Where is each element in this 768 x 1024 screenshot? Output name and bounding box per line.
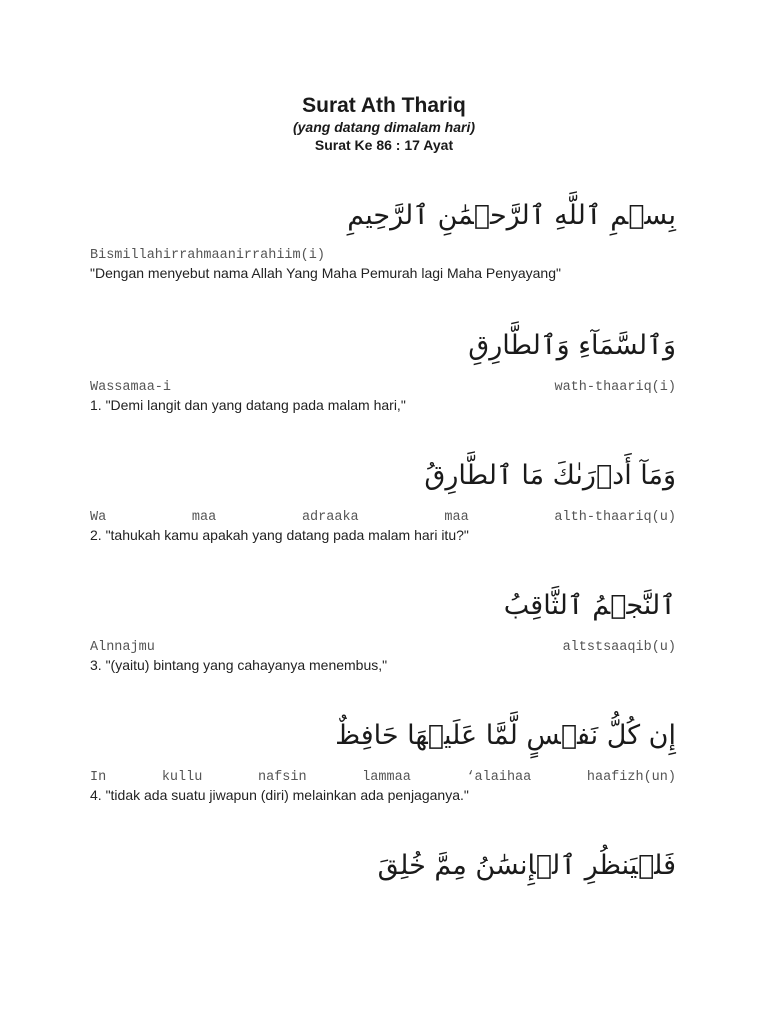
translation: "Dengan menyebut nama Allah Yang Maha Pemurah lagi Maha Penyayang" <box>90 265 561 281</box>
translit-word: altstsaaqib(u) <box>562 640 676 655</box>
ayah-block-1 <box>90 326 676 414</box>
ayah-block-basmalah <box>90 196 676 282</box>
translit-word: Wassamaa-i <box>90 380 172 395</box>
document-header <box>0 92 768 154</box>
translation: 2. "tahukah kamu apakah yang datang pada malam hari itu?" <box>90 527 469 543</box>
page-subtitle: (yang datang dimalam hari) <box>292 119 476 135</box>
arabic-text: إِن كُلُّ نَفۡسٍ لَّمَّا عَلَيۡهَا حَافِظٌ <box>335 720 676 751</box>
translit-word: Bismillahirrahmaanirrahiim(i) <box>90 248 325 263</box>
transliteration <box>90 770 676 786</box>
translit-word: nafsin <box>257 770 307 785</box>
translit-word: In <box>90 770 107 785</box>
ayah-block-4 <box>90 716 676 804</box>
transliteration <box>90 640 676 656</box>
translit-word: lammaa <box>362 770 411 785</box>
arabic-text: بِسۡمِ ٱللَّهِ ٱلرَّحۡمَٰنِ ٱلرَّحِيمِ <box>347 200 676 231</box>
translit-word: alth-thaariq(u) <box>554 510 676 525</box>
translation: 1. "Demi langit dan yang datang pada malam hari," <box>90 397 406 413</box>
translit-word: haafizh(un) <box>586 770 676 785</box>
translit-word: Wa <box>90 510 107 525</box>
translit-word: maa <box>444 510 469 525</box>
arabic-text: وَمَآ أَدۡرَىٰكَ مَا ٱلطَّارِقُ <box>424 460 676 491</box>
transliteration <box>90 510 676 526</box>
surah-info: Surat Ke 86 : 17 Ayat <box>314 137 454 153</box>
arabic-text: فَلۡيَنظُرِ ٱلۡإِنسَٰنُ مِمَّ خُلِقَ <box>377 850 676 881</box>
transliteration <box>90 380 676 396</box>
translit-word: ‘alaihaa <box>466 770 532 785</box>
translation: 3. "(yaitu) bintang yang cahayanya menembus," <box>90 657 388 673</box>
arabic-text: ٱلنَّجۡمُ ٱلثَّاقِبُ <box>503 590 676 621</box>
translit-word: wath-thaariq(i) <box>554 380 676 395</box>
ayah-block-2 <box>90 456 676 544</box>
translit-word: kullu <box>161 770 203 785</box>
transliteration <box>90 248 676 264</box>
translit-word: Alnnajmu <box>90 640 155 655</box>
arabic-text: وَٱلسَّمَآءِ وَٱلطَّارِقِ <box>468 330 676 361</box>
ayah-block-5 <box>90 846 676 886</box>
translation: 4. "tidak ada suatu jiwapun (diri) melainkan ada penjaganya." <box>90 787 469 803</box>
ayah-block-3 <box>90 586 676 674</box>
translit-word: maa <box>191 510 217 525</box>
page-title: Surat Ath Thariq <box>302 94 466 117</box>
translit-word: adraaka <box>301 510 359 525</box>
